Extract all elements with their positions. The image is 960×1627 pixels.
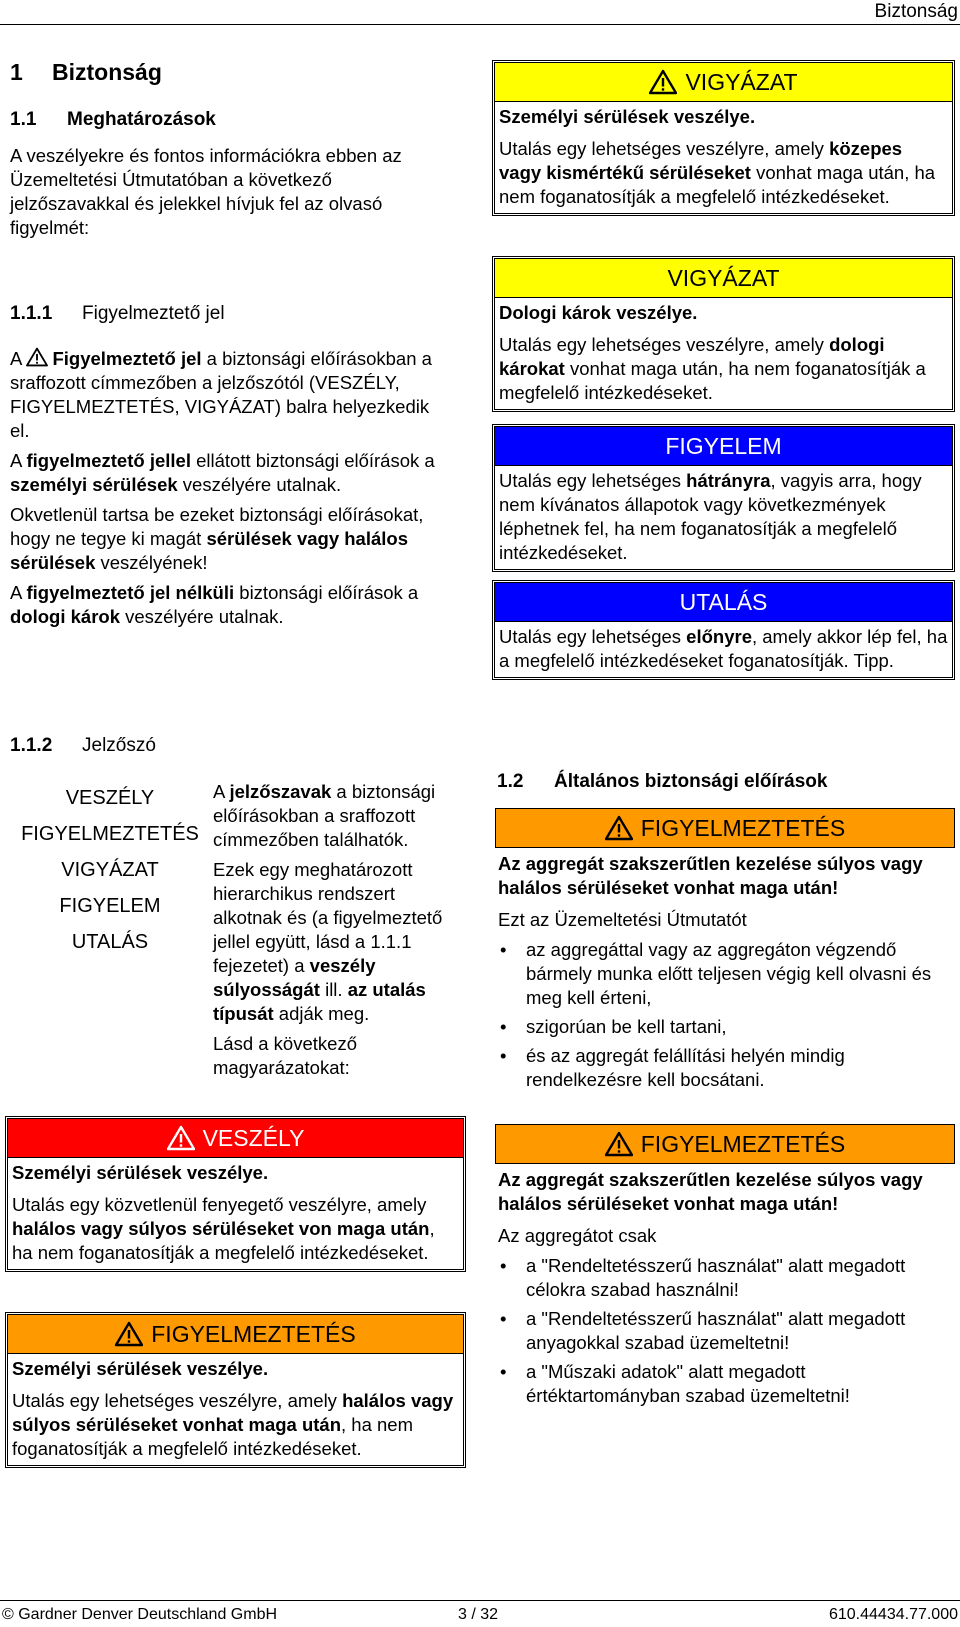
text-bold: figyelmeztető jellel (26, 450, 191, 471)
section-1-2-heading (497, 770, 955, 794)
warning-triangle-icon (115, 1321, 143, 1347)
signal-word-figyelem: FIGYELEM (59, 895, 161, 917)
bullet: • (500, 939, 507, 960)
caution-box-header (495, 63, 952, 102)
text: A (10, 450, 27, 471)
signal-word-utalas: UTALÁS (71, 931, 149, 953)
text: a biztonsági előírásokban a sraffozott címmezőben találhatók. (213, 781, 436, 850)
text-bold: veszély súlyosságát (213, 955, 376, 1000)
list-item-text: szigorúan be kell tartani, (526, 1016, 727, 1037)
text-bold: halálos vagy súlyos sérüléseket von maga után (12, 1218, 430, 1239)
warning-box (5, 1312, 466, 1468)
box-subtitle: Dologi károk veszélye. (499, 302, 698, 323)
text: veszélyére utalnak. (177, 474, 342, 495)
text: vonhat maga után, ha nem foganatosítják a megfelelő intézkedéseket. (499, 358, 926, 403)
text-bold: előnyre (686, 626, 752, 647)
list-item-text: a "Rendeltetésszerű használat" alatt megadott célokra szabad használni! (526, 1255, 906, 1300)
text-bold: halálos vagy súlyos sérüléseket vonhat maga után (12, 1390, 454, 1435)
text: A (213, 781, 230, 802)
text: biztonsági előírások a (234, 582, 419, 603)
box-subtitle: Személyi sérülések veszélye. (499, 106, 756, 127)
text-bold: sérülések vagy halálos sérülések (10, 528, 409, 573)
bullet: • (500, 1308, 507, 1329)
section-number: 1.1.1 (10, 303, 53, 324)
box-subtitle: Az aggregát szakszerűtlen kezelése súlyos vagy halálos sérüléseket vonhat maga után! (498, 853, 923, 898)
warning-triangle-icon (167, 1125, 195, 1151)
caution-box-header: VIGYÁZAT (495, 259, 952, 298)
lead-text: Az aggregátot csak (498, 1225, 657, 1246)
text-bold: dologi károk (10, 606, 120, 627)
notice-box (492, 424, 955, 572)
signal-word-figyelmeztetes: FIGYELMEZTETÉS (21, 823, 199, 845)
section-1-1-heading (10, 108, 465, 132)
text: Utalás egy lehetséges (499, 626, 687, 647)
box-title: VESZÉLY (202, 1125, 305, 1151)
text: A (10, 582, 27, 603)
text: A (10, 348, 27, 369)
text: a biztonsági előírásokban a sraffozott címmezőben a jelzőszótól (VESZÉLY, FIGYELMEZTETÉS, VIGYÁZAT) balra helyezkedik el. (10, 348, 432, 441)
text-bold: hátrányra (686, 470, 771, 491)
text: , amely akkor lép fel, ha a megfelelő intézkedéseket foganatosítják. Tipp. (499, 626, 948, 671)
section-1-heading (10, 58, 465, 86)
text: ill. (319, 979, 348, 1000)
section-number: 1 (10, 59, 23, 85)
bullet: • (500, 1361, 507, 1382)
instruction-list (498, 938, 953, 1092)
box-subtitle: Személyi sérülések veszélye. (12, 1162, 269, 1183)
general-warning-1 (495, 808, 955, 1097)
footer-document-number: 610.44434.77.000 (828, 1606, 958, 1623)
footer-page-number: 3 / 32 (458, 1606, 499, 1623)
text: Ezek egy meghatározott hierarchikus rendszert alkotnak és (a figyelmeztető jellel együtt, lásd a 1.1.1 fejezetet) a (213, 859, 443, 976)
warning-triangle-icon (649, 69, 677, 95)
list-item (498, 938, 953, 1010)
box-title: VIGYÁZAT (685, 69, 798, 95)
text-bold: az utalás típusát (213, 979, 426, 1024)
bullet: • (500, 1255, 507, 1276)
hint-box-header: UTALÁS (495, 583, 952, 622)
warning-triangle-icon (605, 815, 633, 841)
text: Utalás egy lehetséges veszélyre, amely (12, 1390, 343, 1411)
text: ellátott biztonsági előírások a (190, 450, 435, 471)
list-item (498, 1360, 953, 1408)
notice-box-header: FIGYELEM (495, 427, 952, 466)
text: adják meg. (273, 1003, 370, 1024)
caution-property-box (492, 256, 955, 412)
box-title: FIGYELMEZTETÉS (640, 1131, 846, 1157)
box-title: FIGYELMEZTETÉS (640, 815, 846, 841)
signal-word-veszely: VESZÉLY (65, 787, 155, 809)
warning-sign-paragraph (10, 347, 450, 629)
section-title: Jelzőszó (82, 735, 156, 756)
general-warning-2 (495, 1124, 955, 1413)
section-1-1-1-heading (10, 302, 465, 326)
section-number: 1.1 (10, 109, 37, 130)
danger-box-header (8, 1119, 463, 1158)
signal-word-description (213, 780, 467, 1080)
warning-box-header (495, 808, 955, 848)
text-bold: személyi sérülések (10, 474, 178, 495)
section-title: Általános biztonsági előírások (554, 771, 828, 792)
section-number: 1.2 (497, 771, 524, 792)
warning-box-header (495, 1124, 955, 1164)
box-subtitle: Személyi sérülések veszélye. (12, 1358, 269, 1379)
section-1-1-2-heading (10, 734, 465, 758)
text-bold: figyelmeztető jel nélküli (26, 582, 235, 603)
warning-triangle-icon (605, 1131, 633, 1157)
text: , ha nem foganatosítják a megfelelő intézkedéseket. (12, 1218, 435, 1263)
see-explanations: Lásd a következő magyarázatokat: (213, 1033, 357, 1078)
hint-box (492, 580, 955, 680)
box-title: FIGYELMEZTETÉS (151, 1321, 356, 1347)
text: Utalás egy közvetlenül fenyegető veszélyre, amely (12, 1194, 427, 1215)
text: vonhat maga után, ha nem foganatosítják a megfelelő intézkedéseket. (499, 162, 936, 207)
section-title: Figyelmeztető jel (82, 303, 225, 324)
list-item (498, 1044, 953, 1092)
list-item-text: a "Rendeltetésszerű használat" alatt megadott anyagokkal szabad üzemeltetni! (526, 1308, 906, 1353)
text: Okvetlenül tartsa be ezeket biztonsági előírásokat, hogy ne tegye ki magát (10, 504, 424, 549)
bullet: • (500, 1016, 507, 1037)
section-title: Meghatározások (67, 109, 216, 130)
list-item-text: és az aggregát felállítási helyén mindig rendelkezésre kell bocsátani. (526, 1045, 845, 1090)
warning-box-header (8, 1315, 463, 1354)
section-number: 1.1.2 (10, 735, 53, 756)
text: , vagyis arra, hogy nem kívánatos állapotok vagy következmények léphetnek fel, ha nem foganatosítják a megfelelő intézkedéseket. (499, 470, 922, 563)
instruction-list (498, 1254, 953, 1408)
list-item-text: a "Műszaki adatok" alatt megadott értéktartományban szabad üzemeltetni! (526, 1361, 850, 1406)
caution-personal-box (492, 60, 955, 216)
footer-company: © Gardner Denver Deutschland GmbH (2, 1606, 278, 1623)
page-footer (0, 1600, 960, 1624)
header-section: Biztonság (874, 1, 958, 22)
text: Utalás egy lehetséges (499, 470, 687, 491)
list-item (498, 1015, 953, 1039)
bullet: • (500, 1045, 507, 1066)
list-item (498, 1307, 953, 1355)
danger-box (5, 1116, 466, 1272)
text-bold: jelzőszavak (229, 781, 332, 802)
text-bold: közepes vagy kismértékű sérüléseket (499, 138, 903, 183)
text: , ha nem foganatosítják a megfelelő intézkedéseket. (12, 1414, 414, 1459)
page-header (0, 0, 960, 25)
text-bold: dologi károkat (499, 334, 885, 379)
signal-word-list (10, 780, 210, 960)
text: Utalás egy lehetséges veszélyre, amely (499, 138, 830, 159)
intro-paragraph: A veszélyekre és fontos információkra ebben az Üzemeltetési Útmutatóban a következő jelzőszavakkal és jelekkel hívjuk fel az olvasó figyelmét: (10, 145, 402, 238)
text: Utalás egy lehetséges veszélyre, amely (499, 334, 830, 355)
signal-word-vigyazat: VIGYÁZAT (61, 859, 159, 881)
section-title: Biztonság (52, 59, 162, 85)
box-subtitle: Az aggregát szakszerűtlen kezelése súlyos vagy halálos sérüléseket vonhat maga után! (498, 1169, 923, 1214)
list-item-text: az aggregáttal vagy az aggregáton végzendő bármely munka előtt teljesen végig kell olvasni és meg kell érteni, (526, 939, 932, 1008)
warning-triangle-icon (26, 347, 48, 367)
lead-text: Ezt az Üzemeltetési Útmutatót (498, 909, 747, 930)
text: veszélyére utalnak. (120, 606, 284, 627)
text: veszélyének! (95, 552, 208, 573)
list-item (498, 1254, 953, 1302)
text-bold: Figyelmeztető jel (52, 348, 202, 369)
